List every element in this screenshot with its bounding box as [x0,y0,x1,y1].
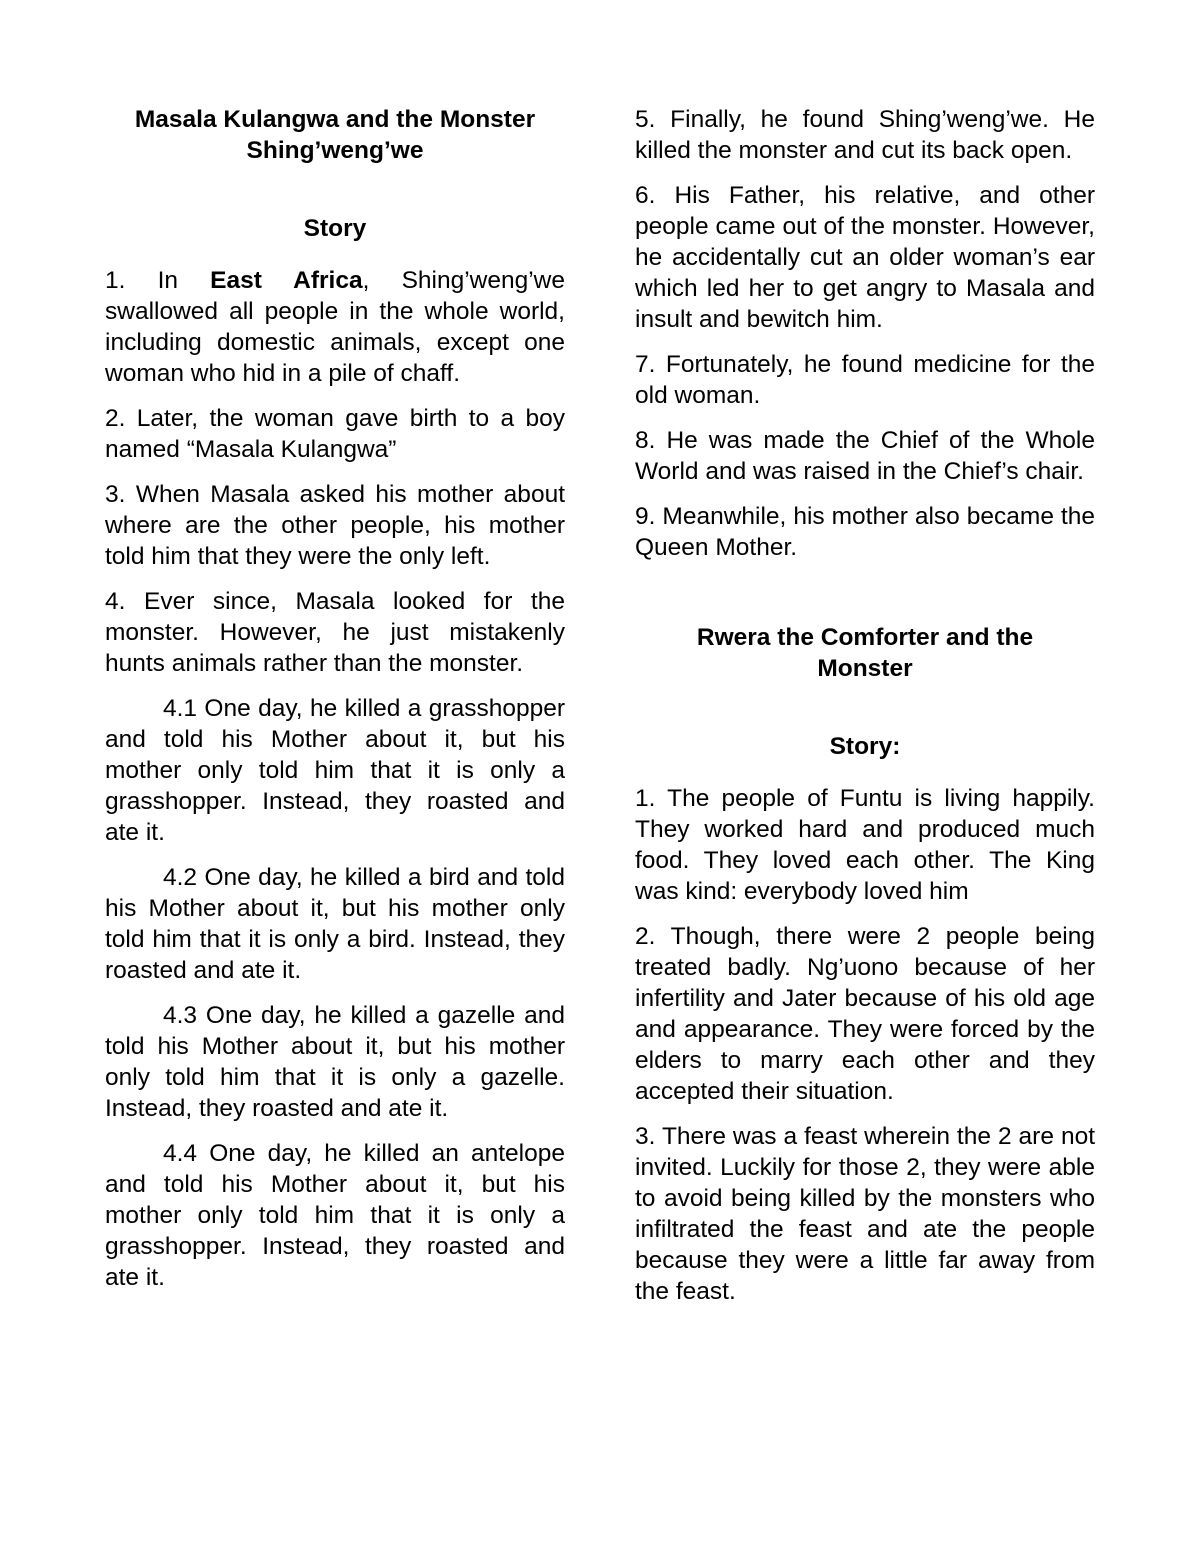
paragraph-4-2: 4.2 One day, he killed a bird and told his Mother about it, but his mother only told him that it is only a bird. Instead, they roasted and ate it. [105,864,565,984]
story-title-2 [635,622,1095,684]
story-heading-2: Story: [829,733,901,760]
rwera-paragraph-2: 2. Though, there were 2 people being treated badly. Ng’uono because of her infertility and Jater because of his old age and appearance. They were forced by the elders to marry each other and they accepted their situation. [635,923,1095,1105]
rwera-paragraph-3: 3. There was a feast wherein the 2 are not invited. Luckily for those 2, they were able to avoid being killed by the monsters who infiltrated the feast and ate the people because they were a little far away from the feast. [635,1123,1095,1305]
paragraph-6 [635,180,1095,335]
paragraph-1-text-a: 1. In [105,267,211,294]
paragraph-2 [105,403,565,465]
right-column [635,104,1095,1321]
story-title-2-line1: Rwera the Comforter and the [696,624,1034,651]
story-title-1-line2: Shing’weng’we [246,137,424,164]
paragraph-1 [105,265,565,389]
paragraph-4-1: 4.1 One day, he killed a grasshopper and told his Mother about it, but his mother only told him that it is only a grasshopper. Instead, they roasted and ate it. [105,695,565,846]
paragraph-4-3: 4.3 One day, he killed a gazelle and told his Mother about it, but his mother only told him that it is only a gazelle. Instead, they roasted and ate it. [105,1002,565,1122]
rwera-paragraph-1: 1. The people of Funtu is living happily. They worked hard and produced much food. They loved each other. The King was kind: everybody loved him [635,785,1095,905]
paragraph-2-text-b: ” [388,436,397,463]
left-column [105,104,565,1307]
paragraph-6-ear: ear [1059,244,1095,271]
story-title-2-line2: Monster [817,655,913,682]
paragraph-6-text-a: 6. His Father, his relative, and other people came out of the monster. However, he accidentally cut an older woman’s [635,182,1095,271]
paragraph-4: 4. Ever since, Masala looked for the monster. However, he just mistakenly hunts animals rather than the monster. [105,588,565,677]
story-title-1-line1: Masala Kulangwa and the Monster [134,106,536,133]
paragraph-6-text-b: which led her to get angry to Masala and insult and bewitch him. [635,275,1095,333]
story-title-1 [105,104,565,166]
paragraph-1-bold: East Africa [210,267,363,294]
paragraph-5: 5. Finally, he found Shing’weng’we. He killed the monster and cut its back open. [635,106,1095,164]
paragraph-3: 3. When Masala asked his mother about where are the other people, his mother told him that they were the only left. [105,481,565,570]
paragraph-9: 9. Meanwhile, his mother also became the Queen Mother. [635,503,1095,561]
paragraph-4-4: 4.4 One day, he killed an antelope and told his Mother about it, but his mother only told him that it is only a grasshopper. Instead, they roasted and ate it. [105,1140,565,1291]
paragraph-8: 8. He was made the Chief of the Whole World and was raised in the Chief’s chair. [635,427,1095,485]
paragraph-2-name: Masala Kulangwa [194,436,389,463]
story-heading-1: Story [303,215,367,242]
paragraph-2-text-a: 2. Later, the woman gave birth to a boy named “ [105,405,565,463]
paragraph-1-text-b: , Shing’weng’we swallowed all people in the whole world, including domestic animals, except one woman who hid in a pile of chaff. [105,267,565,387]
paragraph-7: 7. Fortunately, he found medicine for the old woman. [635,351,1095,409]
